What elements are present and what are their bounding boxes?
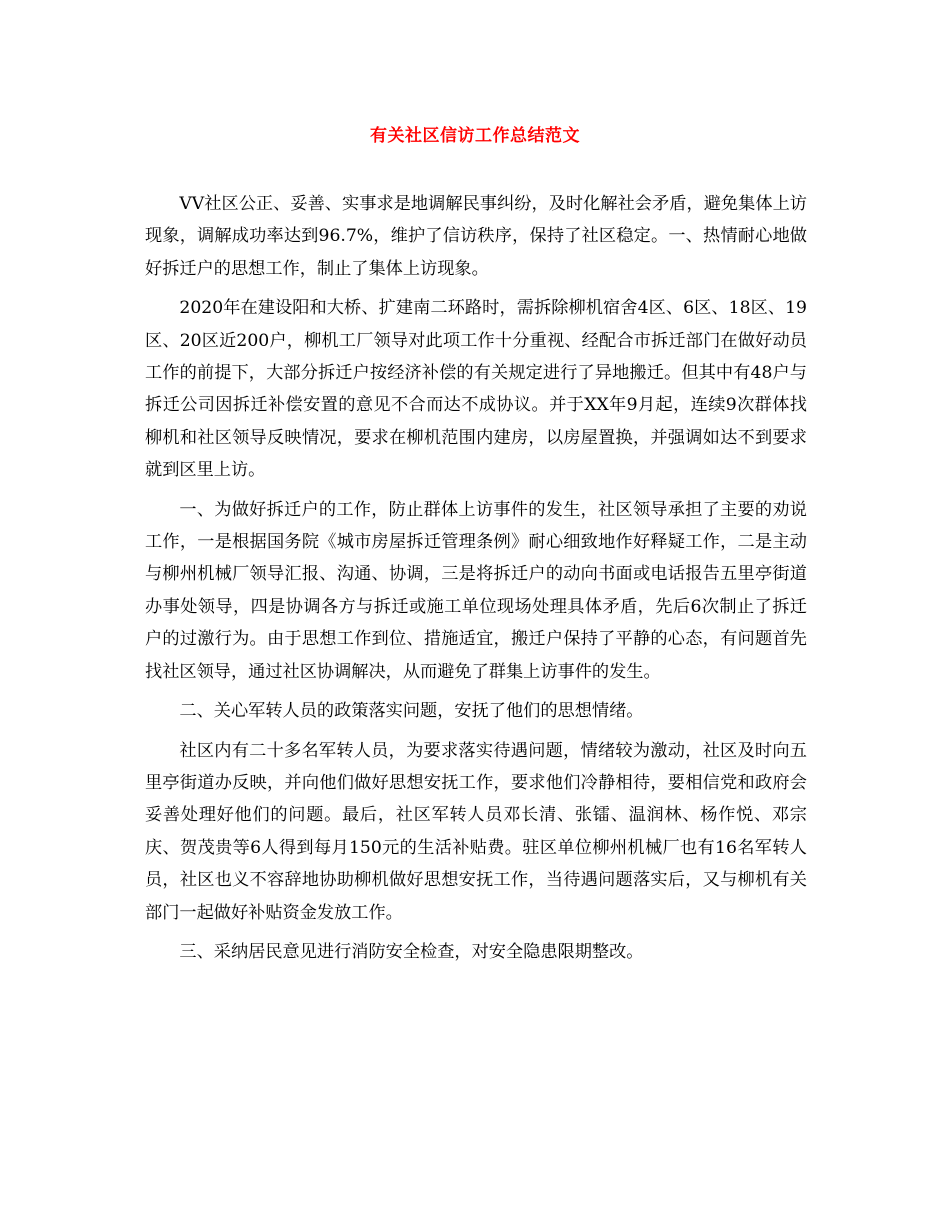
paragraph-6: 三、采纳居民意见进行消防安全检查，对安全隐患限期整改。 <box>179 941 644 962</box>
paragraph-3: 一、为做好拆迁户的工作，防止群体上访事件的发生，社区领导承担了主要的劝说工作，一是根据国务院《城市房屋拆迁管理条例》耐心细致地作好释疑工作，二是主动与柳州机械厂领导汇报、沟通、协调，三是将拆迁户的动向书面或电话报告五里亭街道办事处领导，四是协调各方与拆迁或施工单位现场处理具体矛盾，先后6次制止了拆迁户的过激行为。由于思想工作到位、措施适宜，搬迁户保持了平静的心态，有问题首先找社区领导，通过社区协调解决，从而避免了群集上访事件的发生。 <box>145 499 807 682</box>
paragraph-4: 二、关心军转人员的政策落实问题，安抚了他们的思想情绪。 <box>179 701 644 722</box>
document-title: 有关社区信访工作总结范文 <box>370 126 580 146</box>
paragraph-5: 社区内有二十多名军转人员，为要求落实待遇问题，情绪较为激动，社区及时向五里亭街道办反映，并向他们做好思想安抚工作，要求他们冷静相待，要相信党和政府会妥善处理好他们的问题。最后，社区军转人员邓长清、张镭、温润林、杨作悦、邓宗庆、贺茂贵等6人得到每月150元的生活补贴费。驻区单位柳州机械厂也有16名军转人员，社区也义不容辞地协助柳机做好思想安抚工作，当待遇问题落实后，又与柳机有关部门一起做好补贴资金发放工作。 <box>145 740 807 923</box>
paragraph-2: 2020年在建设阳和大桥、扩建南二环路时，需拆除柳机宿舍4区、6区、18区、19区、20区近200户，柳机工厂领导对此项工作十分重视、经配合市拆迁部门在做好动员工作的前提下，大部分拆迁户按经济补偿的有关规定进行了异地搬迁。但其中有48户与拆迁公司因拆迁补偿安置的意见不合而达不成协议。并于XX年9月起，连续9次群体找柳机和社区领导反映情况，要求在柳机范围内建房，以房屋置换，并强调如达不到要求就到区里上访。 <box>145 298 807 481</box>
document-body <box>145 188 807 975</box>
paragraph-1: VV社区公正、妥善、实事求是地调解民事纠纷，及时化解社会矛盾，避免集体上访现象，调解成功率达到96.7%，维护了信访秩序，保持了社区稳定。一、热情耐心地做好拆迁户的思想工作，制止了集体上访现象。 <box>145 194 807 279</box>
